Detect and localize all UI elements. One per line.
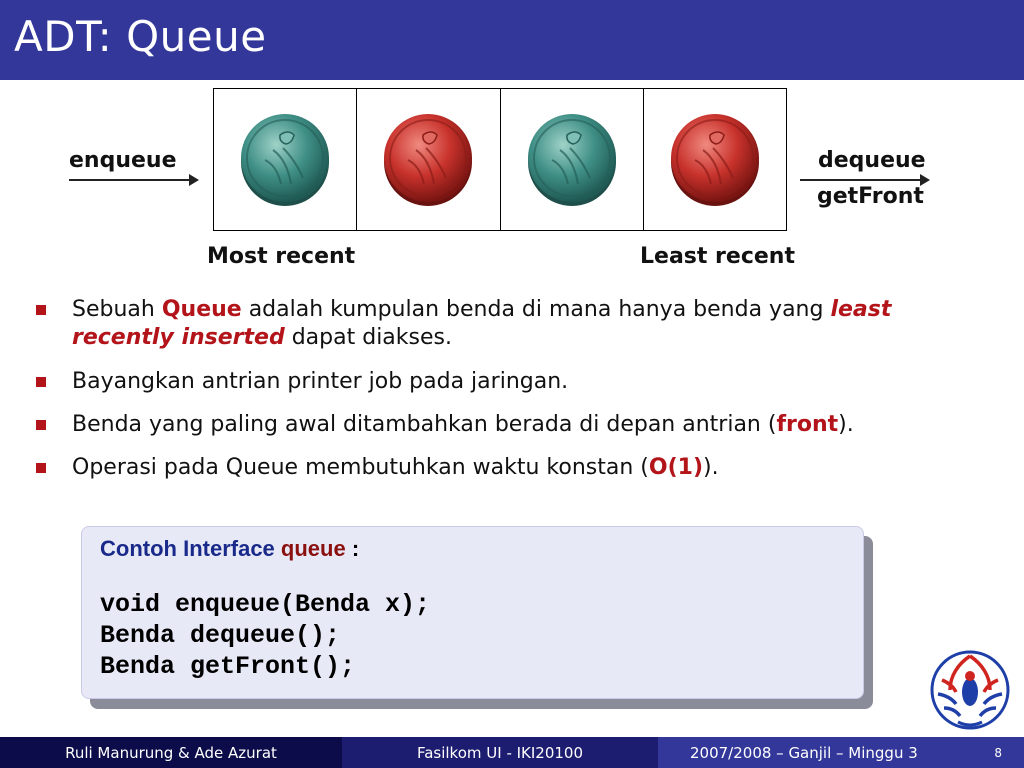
bullet-text: ). [838,412,854,437]
bullet-text: Operasi pada Queue membutuhkan waktu konstan ( [72,455,649,480]
least-recent-label: Least recent [640,244,795,269]
enqueue-arrow [69,179,197,181]
code-box-heading [100,536,359,562]
queue-cell [357,89,500,230]
code-line: void enqueue(Benda x); [100,590,431,619]
bullet-text: dapat diakses. [284,325,452,350]
page-number: 8 [994,745,1002,760]
queue-cell [644,89,786,230]
bullet-item [36,368,996,396]
bullet-text: ). [703,455,719,480]
code-heading-text: Contoh Interface [100,536,281,561]
bullet-square-icon [36,420,46,430]
bullet-square-icon [36,377,46,387]
footer-term: 2007/2008 – Ganjil – Minggu 3 [690,743,918,762]
bullet-list [36,296,996,494]
bullet-square-icon [36,463,46,473]
dequeue-label: dequeue [818,148,926,173]
code-heading-colon: : [345,536,360,561]
highlight-queue: Queue [161,297,242,322]
dequeue-arrow [800,179,928,181]
queue-cell [501,89,644,230]
footer-authors: Ruli Manurung & Ade Azurat [0,737,342,768]
coin-icon [522,110,622,210]
footer [0,737,1024,768]
coin-icon [378,110,478,210]
footer-term-block [658,737,1024,768]
highlight-front: front [776,412,839,437]
code-line: Benda getFront(); [100,652,356,681]
title-bar [0,0,1024,80]
bullet-item [36,296,996,352]
bullet-text: adalah kumpulan benda di mana hanya benda yang [241,297,831,322]
code-lines [100,589,430,682]
code-box [81,526,864,699]
slide-title: ADT: Queue [14,12,267,61]
code-line: Benda dequeue(); [100,621,341,650]
bullet-item [36,411,996,439]
bullet-square-icon [36,305,46,315]
bullet-text: Sebuah [72,297,162,322]
footer-course: Fasilkom UI - IKI20100 [342,737,658,768]
bullet-text: Benda yang paling awal ditambahkan berada di depan antrian ( [72,412,777,437]
coin-icon [235,110,335,210]
highlight-least-recently-inserted: least recently inserted [72,297,892,350]
code-heading-keyword: queue [280,536,346,561]
getfront-label: getFront [817,184,924,209]
coin-icon [665,110,765,210]
enqueue-label: enqueue [69,148,177,173]
most-recent-label: Most recent [207,244,356,269]
bullet-item [36,454,996,482]
university-logo [928,648,1012,732]
highlight-o1: O(1) [648,455,704,480]
bullet-text: Bayangkan antrian printer job pada jaringan. [72,369,569,394]
queue-diagram [213,88,787,231]
queue-cell [214,89,357,230]
